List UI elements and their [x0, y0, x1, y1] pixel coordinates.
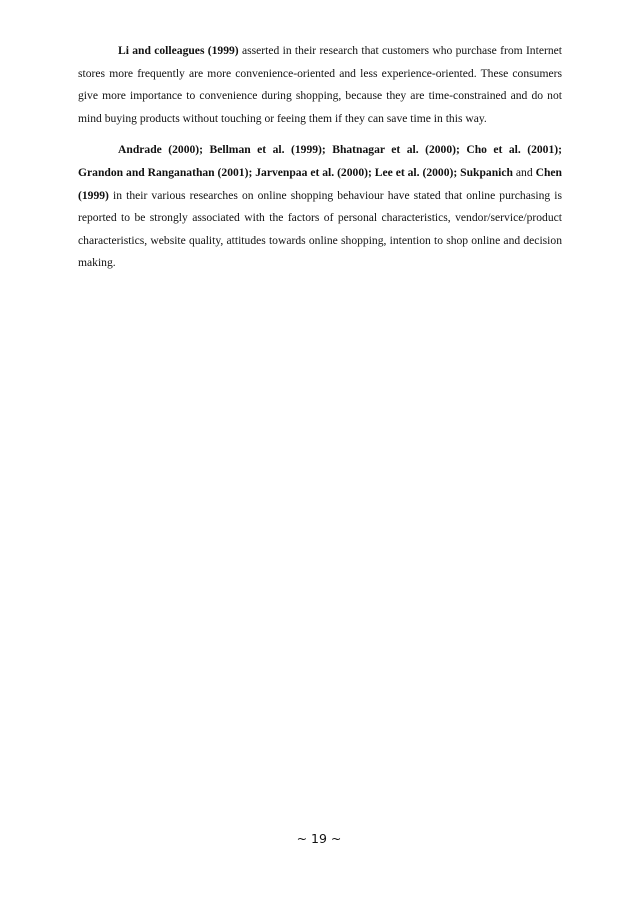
paragraph-text: and	[513, 165, 536, 179]
page-number: ~ 19 ~	[296, 831, 342, 846]
paragraph-text: in their various researches on online shopping behaviour have stated that online purchasing is reported to be strongly associated with the factors of personal characteristics, vendor/service/product characteristics, website quality, attitudes towards online shopping, intention to shop online and decision making.	[78, 188, 562, 270]
citation-li-and-colleagues: Li and colleagues (1999)	[118, 44, 239, 57]
paragraph-li-and-colleagues	[78, 40, 562, 130]
citation-chen: Chen (1999)	[78, 165, 562, 202]
paragraph-online-shopping-factors	[78, 139, 562, 275]
citation-group: Andrade (2000); Bellman et al. (1999); Bhatnagar et al. (2000); Cho et al. (2001); Grandon and Ranganathan (2001); Jarvenpaa et al. (2000); Lee et al. (2000); Sukpanich	[78, 143, 562, 179]
paragraph-text: asserted in their research that customers who purchase from Internet stores more frequently are more convenience-oriented and less experience-oriented. These consumers give more importance to convenience during shopping, because they are time-constrained and do not mind buying products without touching or feeing them if they can save time in this way.	[78, 44, 562, 125]
body-text	[78, 40, 562, 275]
